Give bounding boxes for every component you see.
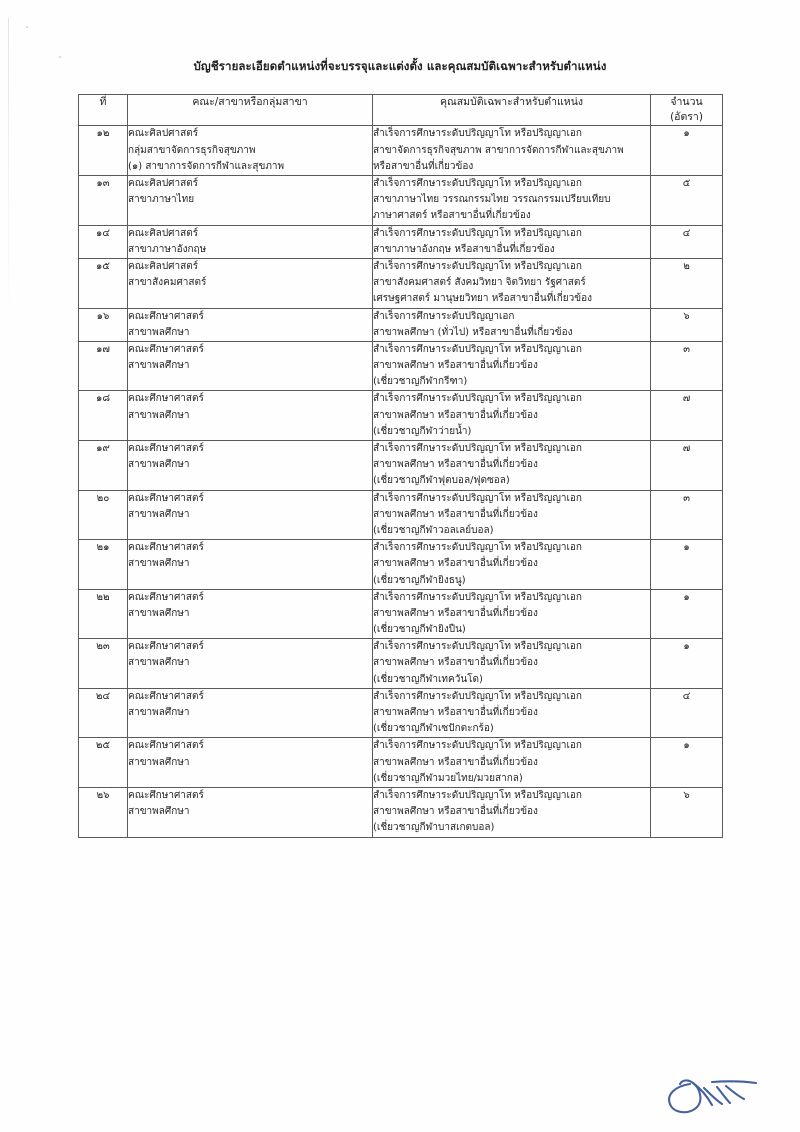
row-qualification	[373, 639, 651, 689]
faculty-line: สาขาภาษาไทย	[128, 194, 195, 206]
row-faculty	[128, 225, 373, 258]
header-no: ที่	[79, 95, 128, 126]
table-row	[79, 787, 723, 837]
row-qualification	[373, 589, 651, 639]
qualification-line: สำเร็จการศึกษาระดับปริญญาโท หรือปริญญาเอก	[373, 641, 582, 653]
row-count: ๓	[651, 490, 723, 540]
table-row	[79, 490, 723, 540]
faculty-line: สาขาพลศึกษา	[128, 360, 190, 372]
row-count: ๕	[651, 176, 723, 226]
table-row	[79, 176, 723, 226]
row-faculty	[128, 258, 373, 308]
row-faculty	[128, 441, 373, 491]
row-count: ๑	[651, 738, 723, 788]
header-row	[79, 95, 723, 126]
qualification-line: (เชี่ยวชาญกีฬายิงปืน)	[373, 624, 466, 636]
qualification-line: (เชี่ยวชาญกีฬาบาสเกตบอล)	[373, 822, 495, 834]
row-count: ๑	[651, 126, 723, 176]
qualification-line: สำเร็จการศึกษาระดับปริญญาโท หรือปริญญาเอก	[373, 343, 582, 355]
row-number: ๑๙	[79, 441, 128, 491]
row-number: ๒๕	[79, 738, 128, 788]
table-row	[79, 391, 723, 441]
row-faculty	[128, 176, 373, 226]
faculty-line: คณะศึกษาศาสตร์	[128, 393, 204, 405]
qualification-line: สำเร็จการศึกษาระดับปริญญาโท หรือปริญญาเอก	[373, 178, 582, 189]
row-count: ๑	[651, 589, 723, 639]
qualification-line: (เชี่ยวชาญกีฬาว่ายน้ำ)	[373, 425, 472, 437]
qualification-line: สำเร็จการศึกษาระดับปริญญาโท หรือปริญญาเอก	[373, 591, 582, 603]
row-faculty	[128, 126, 373, 176]
faculty-line: คณะศึกษาศาสตร์	[128, 641, 204, 653]
qualification-line: สาขาภาษาอังกฤษ หรือสาขาอื่นที่เกี่ยวข้อง	[373, 243, 555, 255]
row-number: ๒๒	[79, 589, 128, 639]
row-count: ๓	[651, 341, 723, 391]
header-count-line2: (อัตรา)	[670, 111, 703, 124]
table-row	[79, 441, 723, 491]
faculty-line: สาขาพลศึกษา	[128, 607, 190, 619]
row-qualification	[373, 391, 651, 441]
row-faculty	[128, 589, 373, 639]
faculty-line: คณะศึกษาศาสตร์	[128, 740, 204, 752]
faculty-line: คณะศึกษาศาสตร์	[128, 343, 204, 355]
qualification-line: (เชี่ยวชาญกีฬาฟุตบอล/ฟุตซอล)	[373, 475, 510, 487]
qualification-line: (เชี่ยวชาญกีฬากรีฑา)	[373, 376, 468, 388]
row-count: ๗	[651, 391, 723, 441]
qualification-line: สาขาพลศึกษา หรือสาขาอื่นที่เกี่ยวข้อง	[373, 707, 538, 718]
row-qualification	[373, 176, 651, 226]
table-row	[79, 688, 723, 738]
row-count: ๔	[651, 688, 723, 738]
qualification-line: สาขาภาษาไทย วรรณกรรมไทย วรรณกรรมเปรียบเทียบ	[373, 194, 611, 206]
table-row	[79, 126, 723, 176]
row-number: ๒๓	[79, 639, 128, 689]
row-count: ๒	[651, 258, 723, 308]
qualification-line: สำเร็จการศึกษาระดับปริญญาโท หรือปริญญาเอก	[373, 393, 582, 405]
table-row	[79, 639, 723, 689]
row-number: ๑๗	[79, 341, 128, 391]
table-row	[79, 738, 723, 788]
faculty-line: คณะศึกษาศาสตร์	[128, 789, 204, 801]
row-faculty	[128, 639, 373, 689]
faculty-line: สาขาพลศึกษา	[128, 459, 190, 471]
qualification-line: สาขาพลศึกษา หรือสาขาอื่นที่เกี่ยวข้อง	[373, 657, 538, 669]
faculty-line: คณะศึกษาศาสตร์	[128, 591, 204, 603]
qualification-line: สาขาพลศึกษา หรือสาขาอื่นที่เกี่ยวข้อง	[373, 558, 538, 570]
row-count: ๑	[651, 540, 723, 590]
qualification-line: สาขาพลศึกษา หรือสาขาอื่นที่เกี่ยวข้อง	[373, 508, 538, 520]
row-count: ๖	[651, 787, 723, 837]
page-title: บัญชีรายละเอียดตำแหน่งที่จะบรรจุและแต่งตั้ง และคุณสมบัติเฉพาะสำหรับตำแหน่ง	[193, 59, 607, 73]
row-qualification	[373, 258, 651, 308]
faculty-line: คณะศิลปศาสตร์	[128, 260, 199, 272]
qualification-line: สาขาพลศึกษา หรือสาขาอื่นที่เกี่ยวข้อง	[373, 409, 538, 421]
faculty-line: สาขาสังคมศาสตร์	[128, 277, 207, 289]
faculty-line: คณะศึกษาศาสตร์	[128, 443, 204, 454]
faculty-line: สาขาภาษาอังกฤษ	[128, 243, 207, 255]
row-number: ๒๐	[79, 490, 128, 540]
row-number: ๑๓	[79, 176, 128, 226]
table-body	[79, 126, 723, 837]
qualification-line: สำเร็จการศึกษาระดับปริญญาโท หรือปริญญาเอก	[373, 789, 582, 801]
faculty-line: คณะศิลปศาสตร์	[128, 227, 199, 239]
qualification-line: สำเร็จการศึกษาระดับปริญญาเอก	[373, 310, 515, 322]
row-number: ๑๔	[79, 225, 128, 258]
faculty-line: สาขาพลศึกษา	[128, 508, 190, 520]
faculty-line: สาขาพลศึกษา	[128, 409, 190, 421]
qualification-line: สำเร็จการศึกษาระดับปริญญาโท หรือปริญญาเอก	[373, 227, 582, 239]
faculty-line: สาขาพลศึกษา	[128, 707, 190, 718]
faculty-line: คณะศิลปศาสตร์	[128, 178, 199, 189]
header-qualification: คุณสมบัติเฉพาะสำหรับตำแหน่ง	[373, 95, 651, 126]
row-qualification	[373, 441, 651, 491]
row-faculty	[128, 738, 373, 788]
qualification-line: สำเร็จการศึกษาระดับปริญญาโท หรือปริญญาเอก	[373, 260, 582, 272]
row-count: ๑	[651, 639, 723, 689]
qualification-line: สำเร็จการศึกษาระดับปริญญาโท หรือปริญญาเอก	[373, 690, 582, 702]
faculty-line: สาขาพลศึกษา	[128, 756, 190, 768]
row-qualification	[373, 787, 651, 837]
header-count	[651, 95, 723, 126]
row-qualification	[373, 490, 651, 540]
qualification-line: สำเร็จการศึกษาระดับปริญญาโท หรือปริญญาเอก	[373, 128, 582, 140]
row-qualification	[373, 308, 651, 341]
table-row	[79, 540, 723, 590]
faculty-line: คณะศึกษาศาสตร์	[128, 310, 204, 322]
row-qualification	[373, 225, 651, 258]
row-number: ๑๖	[79, 308, 128, 341]
faculty-line: กลุ่มสาขาจัดการธุรกิจสุขภาพ	[128, 144, 256, 156]
row-number: ๑๘	[79, 391, 128, 441]
qualification-line: สำเร็จการศึกษาระดับปริญญาโท หรือปริญญาเอก	[373, 492, 582, 504]
qualification-line: สำเร็จการศึกษาระดับปริญญาโท หรือปริญญาเอก	[373, 542, 582, 554]
scan-speck	[26, 26, 28, 28]
handwritten-signature	[660, 1074, 770, 1120]
row-count: ๗	[651, 441, 723, 491]
header-count-line1: จำนวน	[670, 96, 703, 108]
qualification-line: สาขาพลศึกษา หรือสาขาอื่นที่เกี่ยวข้อง	[373, 806, 538, 818]
row-faculty	[128, 540, 373, 590]
positions-table	[78, 94, 723, 838]
row-faculty	[128, 688, 373, 738]
row-number: ๒๑	[79, 540, 128, 590]
row-faculty	[128, 490, 373, 540]
row-count: ๖	[651, 308, 723, 341]
faculty-line: (๑) สาขาการจัดการกีฬาและสุขภาพ	[128, 160, 285, 172]
qualification-line: สาขาพลศึกษา หรือสาขาอื่นที่เกี่ยวข้อง	[373, 756, 538, 768]
qualification-line: สาขาพลศึกษา หรือสาขาอื่นที่เกี่ยวข้อง	[373, 360, 538, 372]
faculty-line: สาขาพลศึกษา	[128, 558, 190, 570]
qualification-line: สาขาจัดการธุรกิจสุขภาพ สาขาการจัดการกีฬาและสุขภาพ	[373, 144, 624, 156]
row-qualification	[373, 126, 651, 176]
faculty-line: คณะศึกษาศาสตร์	[128, 542, 204, 554]
row-faculty	[128, 391, 373, 441]
row-qualification	[373, 738, 651, 788]
qualification-line: เศรษฐศาสตร์ มานุษยวิทยา หรือสาขาอื่นที่เกี่ยวข้อง	[373, 293, 592, 305]
qualification-line: (เชี่ยวชาญกีฬายิงธนู)	[373, 574, 466, 586]
row-faculty	[128, 341, 373, 391]
row-number: ๒๖	[79, 787, 128, 837]
qualification-line: ภาษาศาสตร์ หรือสาขาอื่นที่เกี่ยวข้อง	[373, 210, 531, 222]
qualification-line: สำเร็จการศึกษาระดับปริญญาโท หรือปริญญาเอก	[373, 443, 582, 454]
row-number: ๑๕	[79, 258, 128, 308]
table-row	[79, 258, 723, 308]
table-row	[79, 589, 723, 639]
qualification-line: สาขาพลศึกษา หรือสาขาอื่นที่เกี่ยวข้อง	[373, 607, 538, 619]
faculty-line: คณะศึกษาศาสตร์	[128, 492, 204, 504]
table-row	[79, 225, 723, 258]
qualification-line: สาขาพลศึกษา (ทั่วไป) หรือสาขาอื่นที่เกี่ยวข้อง	[373, 326, 573, 338]
qualification-line: สาขาสังคมศาสตร์ สังคมวิทยา จิตวิทยา รัฐศาสตร์	[373, 277, 586, 289]
qualification-line: สาขาพลศึกษา หรือสาขาอื่นที่เกี่ยวข้อง	[373, 459, 538, 471]
qualification-line: (เชี่ยวชาญกีฬาเทควันโด)	[373, 673, 483, 685]
table-row	[79, 308, 723, 341]
faculty-line: สาขาพลศึกษา	[128, 806, 190, 818]
row-number: ๒๔	[79, 688, 128, 738]
table-header	[79, 95, 723, 126]
row-faculty	[128, 308, 373, 341]
row-qualification	[373, 341, 651, 391]
row-number: ๑๒	[79, 126, 128, 176]
qualification-line: (เชี่ยวชาญกีฬาวอลเลย์บอล)	[373, 524, 494, 536]
row-qualification	[373, 688, 651, 738]
faculty-line: คณะศึกษาศาสตร์	[128, 690, 204, 702]
faculty-line: สาขาพลศึกษา	[128, 326, 190, 338]
table-row	[79, 341, 723, 391]
row-count: ๔	[651, 225, 723, 258]
header-faculty: คณะ/สาขาหรือกลุ่มสาขา	[128, 95, 373, 126]
row-qualification	[373, 540, 651, 590]
row-faculty	[128, 787, 373, 837]
faculty-line: คณะศิลปศาสตร์	[128, 128, 199, 140]
qualification-line: (เชี่ยวชาญกีฬาเซปักตะกร้อ)	[373, 723, 494, 735]
qualification-line: (เชี่ยวชาญกีฬามวยไทย/มวยสากล)	[373, 772, 523, 784]
faculty-line: สาขาพลศึกษา	[128, 657, 190, 669]
qualification-line: สำเร็จการศึกษาระดับปริญญาโท หรือปริญญาเอก	[373, 740, 582, 752]
qualification-line: หรือสาขาอื่นที่เกี่ยวข้อง	[373, 160, 474, 172]
